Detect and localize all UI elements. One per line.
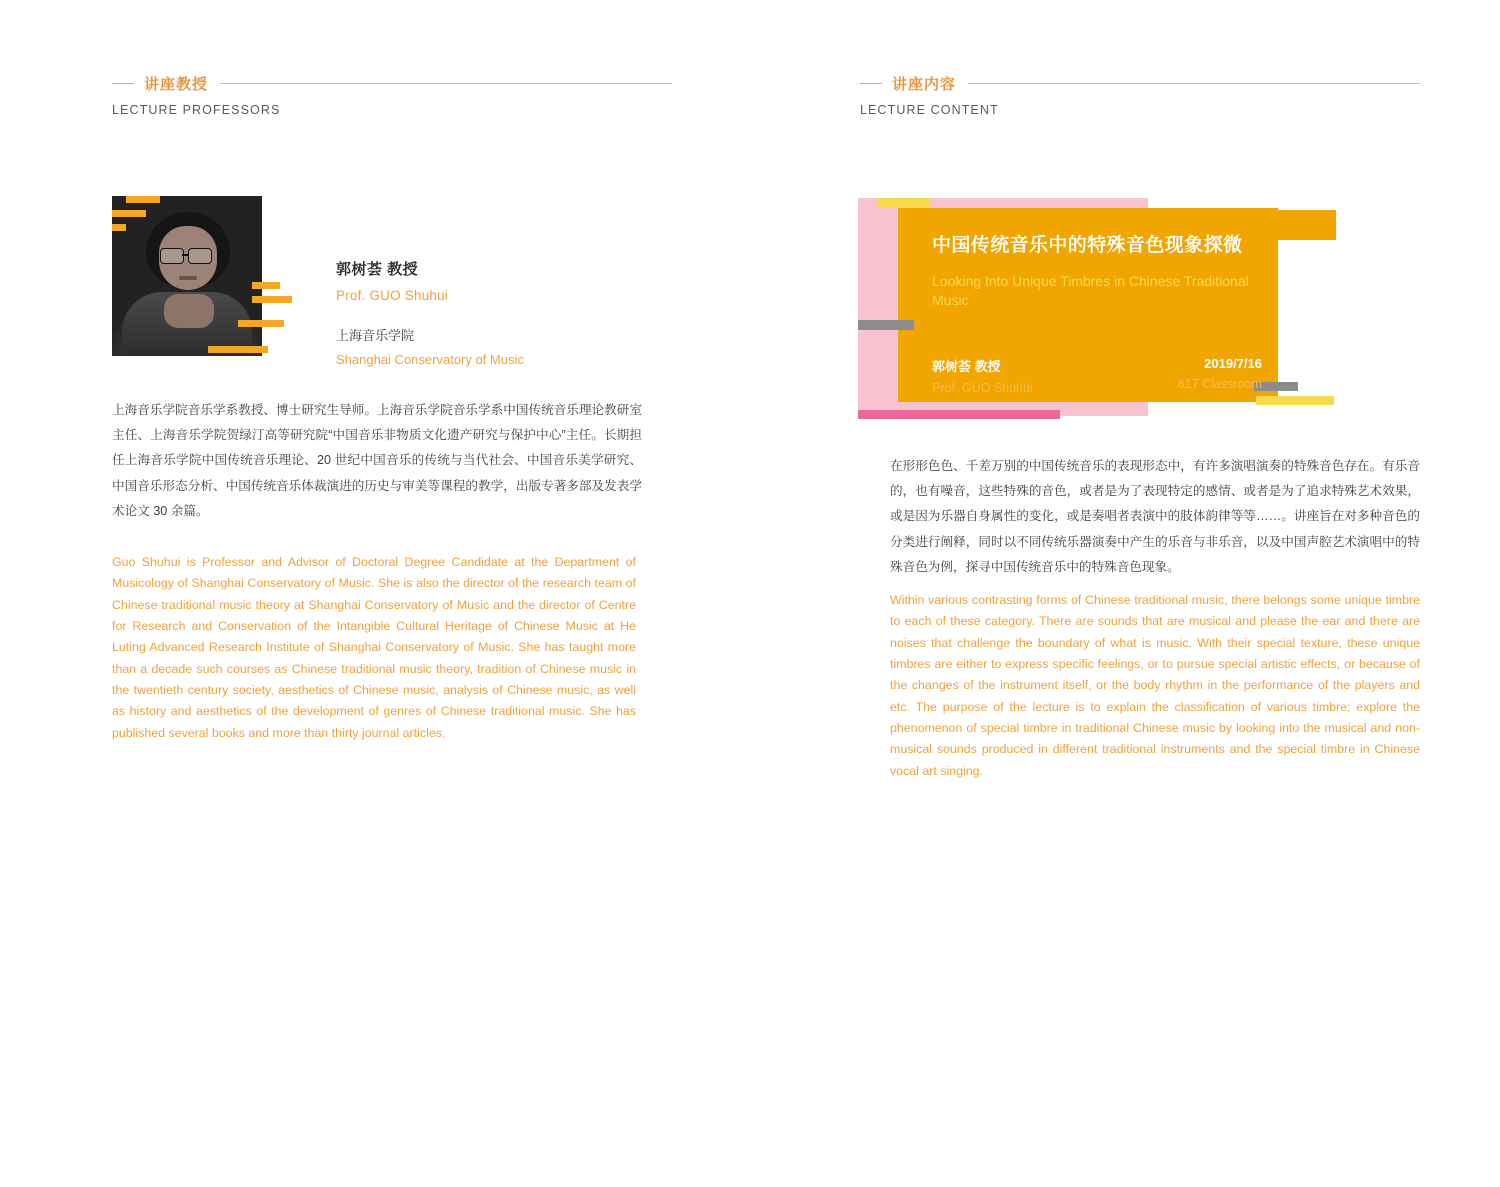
professor-bio-en: Guo Shuhui is Professor and Advisor of Doctoral Degree Candidate at the Department of Musicology of Shanghai Conservatory of Music. She is also the director of the research team of Chinese traditional music theory at Shanghai Conservatory of Music and the director of Centre for Research and Conservation of the Intangible Cultural Heritage of Chinese Music at He Luting Advanced Research Institute of Shanghai Conservatory of Music. She has taught more than a decade such courses as Chinese traditional music theory, tradition of Chinese music in the twentieth century society, aesthetics of Chinese music, analysis of Chinese music, as well as history and aesthetics of the development of genres of Chinese traditional music. She has published several books and more than thirty journal articles. xyxy=(112,555,636,740)
lecture-content-header xyxy=(860,72,1420,117)
glasses-icon xyxy=(188,248,212,264)
poster-speaker-cn: 郭树荟 教授 xyxy=(932,359,1001,374)
professor-info xyxy=(336,258,666,367)
deco-bar-icon xyxy=(252,296,292,303)
glasses-bridge xyxy=(182,254,189,256)
right-page xyxy=(750,0,1500,1187)
deco-bar-icon xyxy=(252,282,280,289)
poster-venue: 617 Classroom xyxy=(1177,377,1262,391)
portrait-hands xyxy=(164,294,214,328)
header-rule-left-icon xyxy=(112,83,134,84)
professor-org-cn: 上海音乐学院 xyxy=(336,328,415,343)
professor-name-cn: 郭树荟 教授 xyxy=(336,261,419,278)
header-rule-right-icon xyxy=(220,83,672,84)
deco-bar-icon xyxy=(238,320,284,327)
header-rule-left-icon xyxy=(860,83,882,84)
professor-name-en: Prof. GUO Shuhui xyxy=(336,288,448,303)
deco-bar-icon xyxy=(1256,396,1334,405)
deco-bar-icon xyxy=(858,320,914,330)
header-rule-right-icon xyxy=(968,83,1420,84)
professor-avatar xyxy=(112,196,262,356)
header-title-cn: 讲座内容 xyxy=(892,75,957,93)
poster-title-block xyxy=(932,232,1262,311)
professor-bio-cn: 上海音乐学院音乐学系教授、博士研究生导师。上海音乐学院音乐学系中国传统音乐理论教研室主任、上海音乐学院贺绿汀高等研究院“中国音乐非物质文化遗产研究与保护中心”主任。长期担任上海音乐学院中国传统音乐理论、20 世纪中国音乐的传统与当代社会、中国音乐美学研究、中国音乐形态分析、中国传统音乐体裁演进的历史与审美等课程的教学，出版专著多部及发表学术论文 30 余篇。 xyxy=(112,403,642,518)
portrait-mouth xyxy=(179,276,197,280)
poster-title-en: Looking Into Unique Timbres in Chinese Traditional Music xyxy=(932,272,1249,309)
lecture-professors-header xyxy=(112,72,672,117)
professor-photo-block xyxy=(112,196,272,356)
header-title-row xyxy=(112,72,672,94)
deco-bar-icon xyxy=(112,224,126,231)
header-title-cn: 讲座教授 xyxy=(144,75,209,93)
portrait-illustration xyxy=(112,196,262,356)
poster-schedule xyxy=(1178,356,1262,395)
lecture-abstract-cn: 在形形色色、千差万别的中国传统音乐的表现形态中，有许多演唱演奏的特殊音色存在。有乐音的，也有噪音，这些特殊的音色，或者是为了表现特定的感情、或者是为了追求特殊艺术效果，或是因为乐器自身属性的变化，或是奏唱者表演中的肢体韵律等等……。讲座旨在对多种音色的分类进行阐释，同时以不同传统乐器演奏中产生的乐音与非乐音，以及中国声腔艺术演唱中的特殊音色为例，探寻中国传统音乐中的特殊音色现象。 xyxy=(890,459,1420,574)
deco-bar-icon xyxy=(878,198,930,208)
header-title-en: LECTURE PROFESSORS xyxy=(112,103,281,117)
deco-bar-icon xyxy=(112,210,146,217)
deco-bar-icon xyxy=(208,346,268,353)
poster-speaker xyxy=(932,356,1033,395)
lecture-abstract-en: Within various contrasting forms of Chinese traditional music, there belongs some unique timbre to each of these category. There are sounds that are musical and please the ear and there are noises that challenge the boundary of what is music. With their special texture, these unique timbres are either to express specific feelings, or to pursue special artistic effects, or because of the changes of the instrument itself, or the body rhythm in the performance of the players and etc. The purpose of the lecture is to explain the classification of various timbre; explore the phenomenon of special timbre in traditional Chinese music by looking into the musical and non-musical sounds produced in different traditional instruments and the special timbre in Chinese vocal art singing. xyxy=(890,593,1420,778)
professor-org-en: Shanghai Conservatory of Music xyxy=(336,352,524,367)
glasses-icon xyxy=(160,248,184,264)
header-title-en: LECTURE CONTENT xyxy=(860,103,999,117)
poster-title-cn: 中国传统音乐中的特殊音色现象探微 xyxy=(932,235,1243,256)
poster-meta-block xyxy=(932,356,1262,395)
header-title-row xyxy=(860,72,1420,94)
deco-bar-icon xyxy=(858,410,1060,419)
deco-bar-icon xyxy=(126,196,160,203)
lecture-poster-card xyxy=(858,186,1338,436)
poster-speaker-en: Prof. GUO Shuhui xyxy=(932,381,1033,395)
poster-date: 2019/7/16 xyxy=(1204,356,1262,371)
